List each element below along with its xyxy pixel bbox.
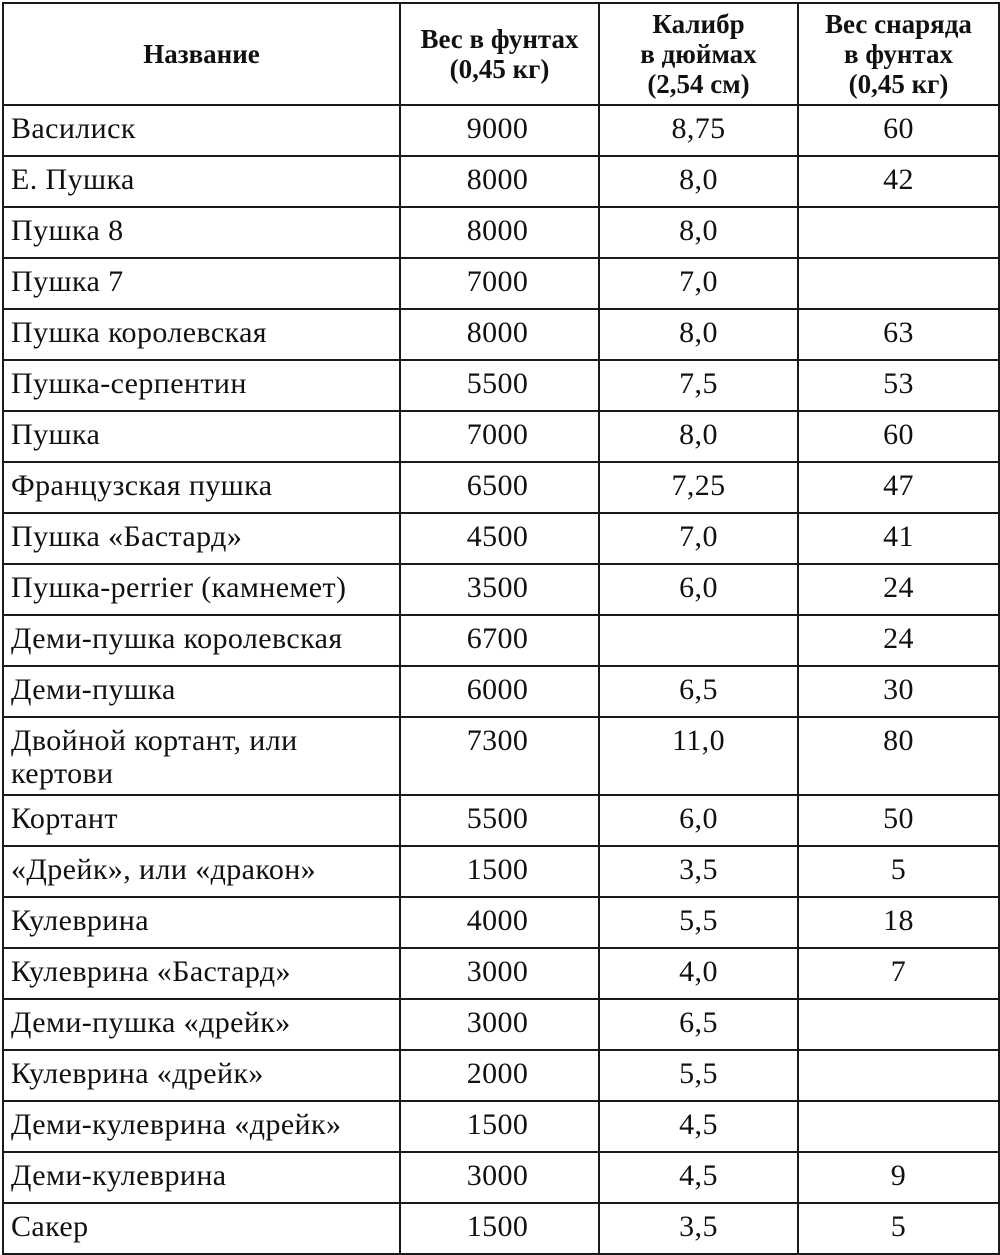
table-row <box>3 999 999 1050</box>
cell-weight: 6000 <box>400 666 599 717</box>
cell-caliber: 5,5 <box>599 897 798 948</box>
cell-name: Кулеврина <box>3 897 400 948</box>
cell-shot-weight: 47 <box>798 462 999 513</box>
table-row <box>3 1203 999 1254</box>
cell-name: Пушка «Бастард» <box>3 513 400 564</box>
table-row <box>3 948 999 999</box>
cell-caliber: 6,5 <box>599 999 798 1050</box>
table-row <box>3 156 999 207</box>
cell-shot-weight: 18 <box>798 897 999 948</box>
cell-caliber: 7,0 <box>599 513 798 564</box>
cell-name: Кортант <box>3 795 400 846</box>
cell-name: Пушка 8 <box>3 207 400 258</box>
cell-caliber: 5,5 <box>599 1050 798 1101</box>
cell-name: Пушка королевская <box>3 309 400 360</box>
cell-caliber: 11,0 <box>599 717 798 795</box>
table-row <box>3 513 999 564</box>
cell-weight: 8000 <box>400 156 599 207</box>
header-shot-weight: Вес снаряда в фунтах (0,45 кг) <box>798 3 999 105</box>
cell-name: «Дрейк», или «дракон» <box>3 846 400 897</box>
table-row <box>3 1101 999 1152</box>
cell-caliber: 3,5 <box>599 1203 798 1254</box>
cell-shot-weight: 60 <box>798 411 999 462</box>
cell-shot-weight: 30 <box>798 666 999 717</box>
cell-weight: 4500 <box>400 513 599 564</box>
cell-shot-weight: 42 <box>798 156 999 207</box>
table-row <box>3 462 999 513</box>
cell-weight: 7000 <box>400 258 599 309</box>
cell-caliber: 7,5 <box>599 360 798 411</box>
cell-shot-weight: 60 <box>798 105 999 156</box>
cell-caliber: 8,0 <box>599 411 798 462</box>
cell-shot-weight <box>798 1101 999 1152</box>
cell-weight: 5500 <box>400 795 599 846</box>
cell-weight: 3500 <box>400 564 599 615</box>
cell-caliber: 4,5 <box>599 1152 798 1203</box>
cell-caliber: 8,0 <box>599 207 798 258</box>
cell-weight: 6700 <box>400 615 599 666</box>
cell-name: Пушка 7 <box>3 258 400 309</box>
table-row <box>3 258 999 309</box>
table-row <box>3 360 999 411</box>
cell-shot-weight <box>798 207 999 258</box>
cell-shot-weight: 80 <box>798 717 999 795</box>
cell-name: Деми-пушка <box>3 666 400 717</box>
cell-weight: 1500 <box>400 846 599 897</box>
cell-name: Пушка-серпентин <box>3 360 400 411</box>
header-weight: Вес в фунтах (0,45 кг) <box>400 3 599 105</box>
cell-weight: 2000 <box>400 1050 599 1101</box>
cell-shot-weight: 5 <box>798 1203 999 1254</box>
cell-weight: 7300 <box>400 717 599 795</box>
cell-weight: 9000 <box>400 105 599 156</box>
cell-name: Деми-кулеврина <box>3 1152 400 1203</box>
cell-name: Двойной кортант, или кертови <box>3 717 400 795</box>
table-row <box>3 897 999 948</box>
cell-shot-weight: 24 <box>798 615 999 666</box>
cell-weight: 3000 <box>400 999 599 1050</box>
cell-caliber: 7,25 <box>599 462 798 513</box>
cell-caliber: 8,0 <box>599 156 798 207</box>
cell-name: Кулеврина «дрейк» <box>3 1050 400 1101</box>
cell-caliber: 3,5 <box>599 846 798 897</box>
cell-caliber: 8,75 <box>599 105 798 156</box>
cell-caliber: 7,0 <box>599 258 798 309</box>
cell-name: Пушка <box>3 411 400 462</box>
cell-weight: 1500 <box>400 1101 599 1152</box>
cell-name: Кулеврина «Бастард» <box>3 948 400 999</box>
cell-caliber: 6,0 <box>599 564 798 615</box>
cell-name: Французская пушка <box>3 462 400 513</box>
table-row <box>3 615 999 666</box>
table-row <box>3 207 999 258</box>
table-row <box>3 1050 999 1101</box>
table-row <box>3 564 999 615</box>
cell-weight: 8000 <box>400 207 599 258</box>
cell-weight: 4000 <box>400 897 599 948</box>
cell-caliber: 4,5 <box>599 1101 798 1152</box>
cell-shot-weight: 7 <box>798 948 999 999</box>
cell-caliber: 6,5 <box>599 666 798 717</box>
cell-caliber: 6,0 <box>599 795 798 846</box>
table-row <box>3 666 999 717</box>
cell-caliber: 4,0 <box>599 948 798 999</box>
cell-shot-weight: 53 <box>798 360 999 411</box>
cell-shot-weight <box>798 1050 999 1101</box>
header-name: Название <box>3 3 400 105</box>
cell-shot-weight: 9 <box>798 1152 999 1203</box>
table-row <box>3 795 999 846</box>
table-row <box>3 309 999 360</box>
cell-name: Деми-пушка королевская <box>3 615 400 666</box>
table-row <box>3 846 999 897</box>
cell-name: Деми-пушка «дрейк» <box>3 999 400 1050</box>
cell-weight: 3000 <box>400 1152 599 1203</box>
table-row <box>3 105 999 156</box>
cell-caliber <box>599 615 798 666</box>
cell-weight: 7000 <box>400 411 599 462</box>
cell-weight: 8000 <box>400 309 599 360</box>
cell-weight: 3000 <box>400 948 599 999</box>
cell-shot-weight <box>798 258 999 309</box>
header-caliber: Калибр в дюймах (2,54 см) <box>599 3 798 105</box>
table-row <box>3 1152 999 1203</box>
cell-name: Сакер <box>3 1203 400 1254</box>
cannon-table <box>2 2 1000 1255</box>
cell-shot-weight: 50 <box>798 795 999 846</box>
cell-shot-weight: 5 <box>798 846 999 897</box>
cell-name: Е. Пушка <box>3 156 400 207</box>
cell-name: Пушка-perrier (камнемет) <box>3 564 400 615</box>
cell-shot-weight: 24 <box>798 564 999 615</box>
table-header-row <box>3 3 999 105</box>
cell-weight: 5500 <box>400 360 599 411</box>
cell-name: Деми-кулеврина «дрейк» <box>3 1101 400 1152</box>
table-row <box>3 717 999 795</box>
cell-name: Василиск <box>3 105 400 156</box>
cell-shot-weight: 63 <box>798 309 999 360</box>
cell-caliber: 8,0 <box>599 309 798 360</box>
cell-weight: 1500 <box>400 1203 599 1254</box>
cell-weight: 6500 <box>400 462 599 513</box>
table-row <box>3 411 999 462</box>
cell-shot-weight: 41 <box>798 513 999 564</box>
cell-shot-weight <box>798 999 999 1050</box>
